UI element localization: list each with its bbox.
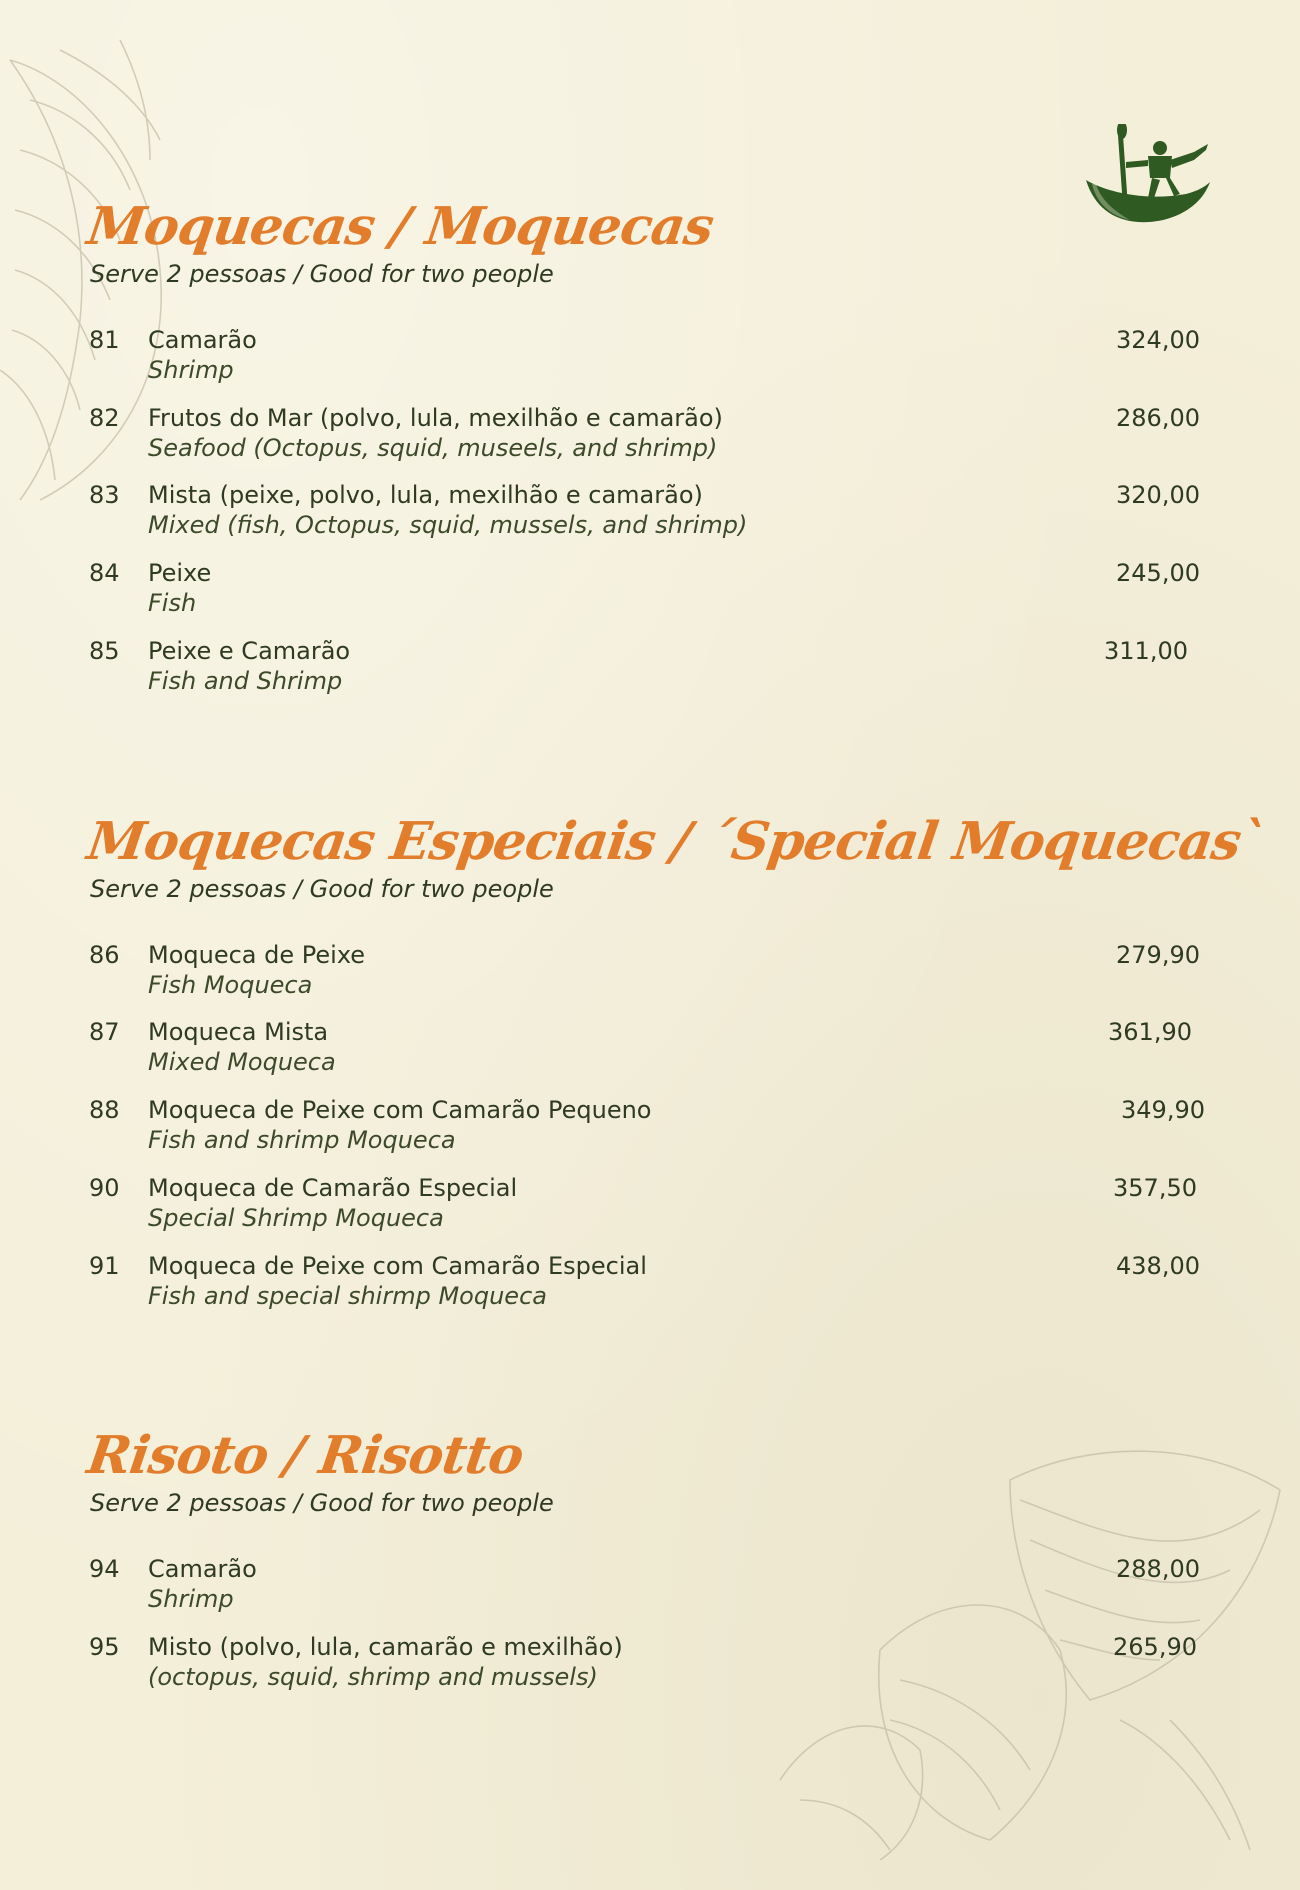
item-number: 87 [89, 1018, 120, 1046]
item-description: Seafood (Octopus, squid, museels, and shrimp) [148, 434, 718, 462]
item-number: 83 [89, 481, 120, 509]
menu-item [0, 1174, 1300, 1244]
menu-item [0, 481, 1300, 551]
item-number: 85 [89, 637, 120, 665]
item-number: 82 [89, 404, 120, 432]
item-name: Peixe e Camarão [148, 637, 351, 665]
menu-item [0, 1555, 1300, 1625]
item-price: 357,50 [1113, 1174, 1197, 1202]
menu-item [0, 326, 1300, 396]
item-description: Fish Moqueca [148, 971, 313, 999]
menu-item [0, 1252, 1300, 1322]
item-price: 438,00 [1116, 1252, 1200, 1280]
item-price: 324,00 [1116, 326, 1200, 354]
item-name: Moqueca de Peixe com Camarão Pequeno [148, 1096, 652, 1124]
section-title: Moquecas / Moquecas [83, 196, 717, 257]
item-description: Mixed (fish, Octopus, squid, mussels, and shrimp) [148, 511, 748, 539]
section-subtitle: Serve 2 pessoas / Good for two people [90, 1489, 554, 1517]
item-number: 95 [89, 1633, 120, 1661]
item-name: Moqueca Mista [148, 1018, 329, 1046]
menu-item [0, 1096, 1300, 1166]
item-number: 94 [89, 1555, 120, 1583]
item-description: Special Shrimp Moqueca [148, 1204, 444, 1232]
item-name: Moqueca de Peixe com Camarão Especial [148, 1252, 647, 1280]
item-name: Frutos do Mar (polvo, lula, mexilhão e camarão) [148, 404, 723, 432]
item-price: 279,90 [1116, 941, 1200, 969]
item-name: Moqueca de Peixe [148, 941, 366, 969]
item-name: Peixe [148, 559, 212, 587]
item-description: Shrimp [148, 1585, 234, 1613]
item-number: 84 [89, 559, 120, 587]
item-description: (octopus, squid, shrimp and mussels) [148, 1663, 598, 1691]
menu-item [0, 1018, 1300, 1088]
item-name: Mista (peixe, polvo, lula, mexilhão e camarão) [148, 481, 703, 509]
item-name: Misto (polvo, lula, camarão e mexilhão) [148, 1633, 623, 1661]
menu-item [0, 1633, 1300, 1703]
item-name: Camarão [148, 326, 257, 354]
item-price: 311,00 [1104, 637, 1188, 665]
menu-item [0, 941, 1300, 1011]
section-subtitle: Serve 2 pessoas / Good for two people [90, 260, 554, 288]
item-price: 349,90 [1121, 1096, 1205, 1124]
item-name: Moqueca de Camarão Especial [148, 1174, 518, 1202]
item-description: Fish [148, 589, 197, 617]
item-description: Mixed Moqueca [148, 1048, 336, 1076]
item-price: 286,00 [1116, 404, 1200, 432]
item-number: 86 [89, 941, 120, 969]
canoe-paddler-icon [1082, 124, 1214, 236]
item-price: 361,90 [1108, 1018, 1192, 1046]
item-price: 288,00 [1116, 1555, 1200, 1583]
item-price: 265,90 [1113, 1633, 1197, 1661]
item-price: 320,00 [1116, 481, 1200, 509]
item-description: Fish and special shirmp Moqueca [148, 1282, 547, 1310]
item-description: Fish and shrimp Moqueca [148, 1126, 456, 1154]
menu-item [0, 637, 1300, 707]
item-number: 81 [89, 326, 120, 354]
menu-item [0, 559, 1300, 629]
item-description: Fish and Shrimp [148, 667, 343, 695]
item-number: 90 [89, 1174, 120, 1202]
item-description: Shrimp [148, 356, 234, 384]
section-title: Risoto / Risotto [83, 1425, 527, 1486]
item-number: 91 [89, 1252, 120, 1280]
item-name: Camarão [148, 1555, 257, 1583]
section-title: Moquecas Especiais / ´Special Moquecas` [83, 811, 1270, 872]
section-subtitle: Serve 2 pessoas / Good for two people [90, 875, 554, 903]
item-number: 88 [89, 1096, 120, 1124]
menu-item [0, 404, 1300, 474]
item-price: 245,00 [1116, 559, 1200, 587]
